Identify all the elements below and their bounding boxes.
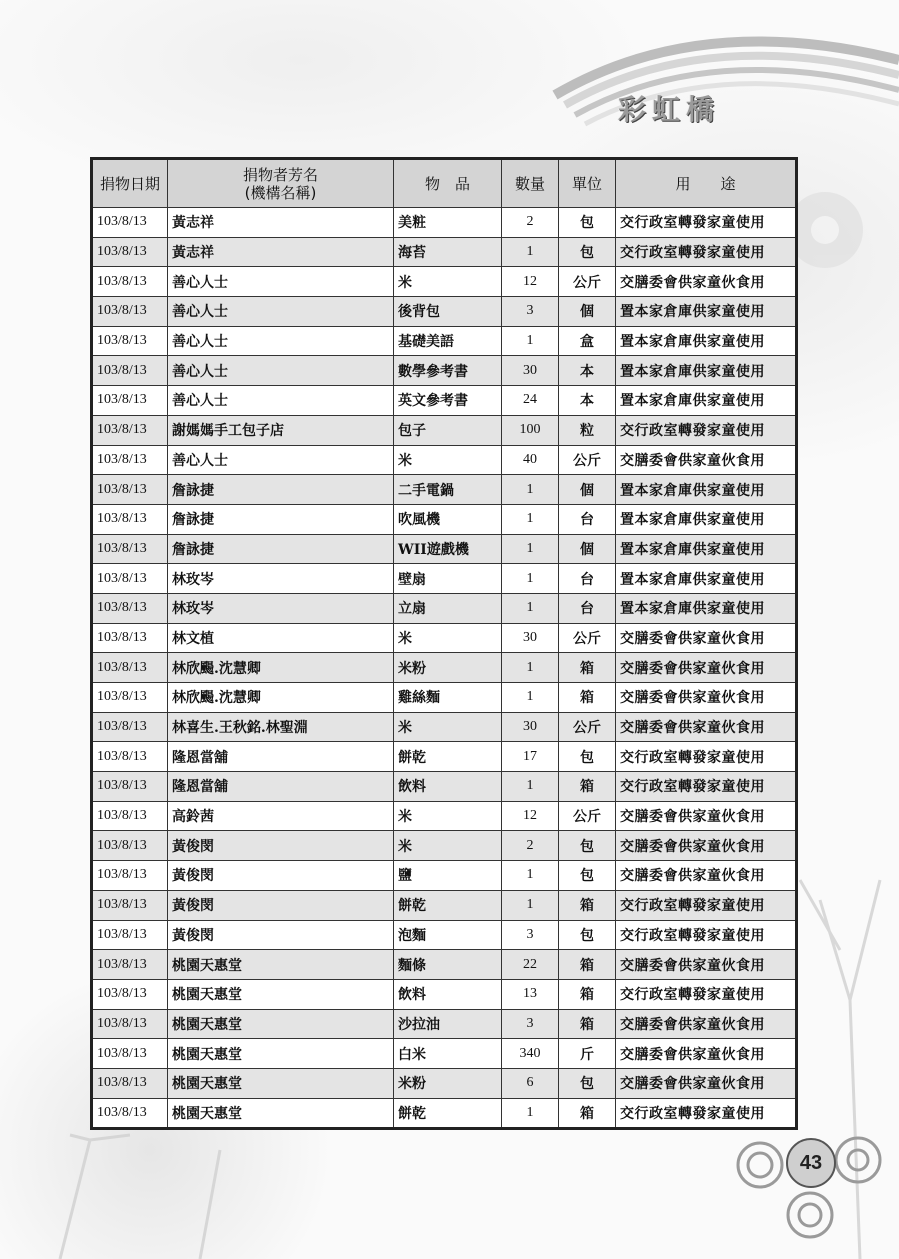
cell-donor: 桃園天惠堂 — [168, 1039, 394, 1069]
cell-item: 後背包 — [394, 297, 502, 327]
cell-qty: 13 — [502, 979, 559, 1009]
table-row — [92, 1039, 797, 1069]
cell-unit: 台 — [559, 593, 616, 623]
table-row — [92, 237, 797, 267]
table-row — [92, 772, 797, 802]
cell-item: 英文參考書 — [394, 386, 502, 416]
cell-donor: 桃園天惠堂 — [168, 1098, 394, 1129]
cell-donor: 詹詠捷 — [168, 504, 394, 534]
cell-donor: 謝媽媽手工包子店 — [168, 415, 394, 445]
cell-use: 置本家倉庫供家童使用 — [616, 504, 797, 534]
cell-item: 吹風機 — [394, 504, 502, 534]
cell-qty: 340 — [502, 1039, 559, 1069]
cell-use: 交行政室轉發家童使用 — [616, 979, 797, 1009]
cell-qty: 100 — [502, 415, 559, 445]
table-row — [92, 683, 797, 713]
cell-qty: 40 — [502, 445, 559, 475]
table-row — [92, 504, 797, 534]
cell-date: 103/8/13 — [92, 861, 168, 891]
cell-date: 103/8/13 — [92, 653, 168, 683]
table-row — [92, 861, 797, 891]
table-row — [92, 712, 797, 742]
table-row — [92, 475, 797, 505]
cell-item: 白米 — [394, 1039, 502, 1069]
cell-qty: 30 — [502, 712, 559, 742]
table-row — [92, 950, 797, 980]
cell-donor: 詹詠捷 — [168, 534, 394, 564]
table-row — [92, 534, 797, 564]
cell-qty: 2 — [502, 208, 559, 238]
cell-date: 103/8/13 — [92, 890, 168, 920]
cell-use: 交行政室轉發家童使用 — [616, 1098, 797, 1129]
table-row — [92, 742, 797, 772]
cell-donor: 桃園天惠堂 — [168, 1068, 394, 1098]
table-row — [92, 890, 797, 920]
table-row — [92, 653, 797, 683]
cell-date: 103/8/13 — [92, 534, 168, 564]
cell-use: 交膳委會供家童伙食用 — [616, 712, 797, 742]
cell-donor: 隆恩當舖 — [168, 772, 394, 802]
table-row — [92, 326, 797, 356]
cell-qty: 1 — [502, 1098, 559, 1129]
cell-use: 置本家倉庫供家童使用 — [616, 386, 797, 416]
cell-unit: 個 — [559, 475, 616, 505]
cell-date: 103/8/13 — [92, 683, 168, 713]
cell-date: 103/8/13 — [92, 564, 168, 594]
cell-donor: 詹詠捷 — [168, 475, 394, 505]
cell-use: 交膳委會供家童伙食用 — [616, 950, 797, 980]
table-row — [92, 356, 797, 386]
table-row — [92, 623, 797, 653]
cell-unit: 台 — [559, 564, 616, 594]
header-qty: 數量 — [502, 159, 559, 208]
cell-item: 飲料 — [394, 979, 502, 1009]
cell-date: 103/8/13 — [92, 979, 168, 1009]
cell-unit: 箱 — [559, 979, 616, 1009]
cell-donor: 林文植 — [168, 623, 394, 653]
cell-use: 交膳委會供家童伙食用 — [616, 831, 797, 861]
cell-donor: 林欣颺.沈慧卿 — [168, 653, 394, 683]
cell-date: 103/8/13 — [92, 326, 168, 356]
rainbow-arc-decoration — [555, 41, 899, 124]
cell-use: 交膳委會供家童伙食用 — [616, 683, 797, 713]
cell-item: 米粉 — [394, 653, 502, 683]
cell-unit: 箱 — [559, 683, 616, 713]
cell-date: 103/8/13 — [92, 593, 168, 623]
cell-use: 交行政室轉發家童使用 — [616, 742, 797, 772]
cell-item: 米 — [394, 445, 502, 475]
cell-item: 米 — [394, 712, 502, 742]
cell-unit: 箱 — [559, 653, 616, 683]
cell-donor: 桃園天惠堂 — [168, 950, 394, 980]
cell-qty: 1 — [502, 593, 559, 623]
header-donor — [168, 159, 394, 208]
cell-date: 103/8/13 — [92, 1098, 168, 1129]
cell-unit: 包 — [559, 861, 616, 891]
header-donor-line1: 捐物者芳名 — [242, 165, 318, 184]
cell-unit: 本 — [559, 386, 616, 416]
table-row — [92, 979, 797, 1009]
cell-date: 103/8/13 — [92, 801, 168, 831]
cell-item: 壁扇 — [394, 564, 502, 594]
cell-qty: 12 — [502, 801, 559, 831]
cell-unit: 本 — [559, 356, 616, 386]
cell-item: 餅乾 — [394, 742, 502, 772]
cell-date: 103/8/13 — [92, 415, 168, 445]
cell-donor: 善心人士 — [168, 297, 394, 327]
cell-item: 雞絲麵 — [394, 683, 502, 713]
cell-unit: 斤 — [559, 1039, 616, 1069]
header-donor-line2: (機構名稱) — [244, 183, 317, 202]
cell-date: 103/8/13 — [92, 297, 168, 327]
cell-item: 米 — [394, 801, 502, 831]
cell-unit: 箱 — [559, 1098, 616, 1129]
cell-donor: 林喜生.王秋銘.林聖淵 — [168, 712, 394, 742]
table-row — [92, 920, 797, 950]
table-row — [92, 386, 797, 416]
cell-donor: 林玫岑 — [168, 564, 394, 594]
cell-donor: 善心人士 — [168, 445, 394, 475]
cell-unit: 公斤 — [559, 445, 616, 475]
cell-unit: 包 — [559, 237, 616, 267]
cell-item: 鹽 — [394, 861, 502, 891]
cell-use: 交膳委會供家童伙食用 — [616, 653, 797, 683]
cell-qty: 3 — [502, 297, 559, 327]
cell-use: 交膳委會供家童伙食用 — [616, 267, 797, 297]
cell-use: 交膳委會供家童伙食用 — [616, 623, 797, 653]
cell-unit: 粒 — [559, 415, 616, 445]
cell-date: 103/8/13 — [92, 445, 168, 475]
table-row — [92, 1009, 797, 1039]
header-use: 用 途 — [616, 159, 797, 208]
cell-unit: 包 — [559, 1068, 616, 1098]
cell-item: 包子 — [394, 415, 502, 445]
header-item: 物 品 — [394, 159, 502, 208]
cell-use: 交膳委會供家童伙食用 — [616, 445, 797, 475]
cell-date: 103/8/13 — [92, 772, 168, 802]
cell-qty: 1 — [502, 772, 559, 802]
cell-use: 置本家倉庫供家童使用 — [616, 297, 797, 327]
cell-item: 餅乾 — [394, 890, 502, 920]
cell-unit: 盒 — [559, 326, 616, 356]
cell-use: 置本家倉庫供家童使用 — [616, 534, 797, 564]
cell-qty: 1 — [502, 890, 559, 920]
cell-date: 103/8/13 — [92, 237, 168, 267]
cell-use: 交膳委會供家童伙食用 — [616, 1009, 797, 1039]
cell-item: 海苔 — [394, 237, 502, 267]
cell-unit: 箱 — [559, 950, 616, 980]
cell-use: 置本家倉庫供家童使用 — [616, 593, 797, 623]
cell-unit: 公斤 — [559, 712, 616, 742]
cell-donor: 黃志祥 — [168, 208, 394, 238]
cell-qty: 3 — [502, 920, 559, 950]
cell-qty: 1 — [502, 534, 559, 564]
table-body — [92, 208, 797, 1129]
cell-item: 沙拉油 — [394, 1009, 502, 1039]
table-row — [92, 593, 797, 623]
header-unit: 單位 — [559, 159, 616, 208]
cell-use: 交膳委會供家童伙食用 — [616, 1039, 797, 1069]
table-row — [92, 831, 797, 861]
cell-unit: 台 — [559, 504, 616, 534]
cell-unit: 箱 — [559, 772, 616, 802]
cell-use: 交膳委會供家童伙食用 — [616, 861, 797, 891]
cell-donor: 高鈴茜 — [168, 801, 394, 831]
cell-item: 基礎美語 — [394, 326, 502, 356]
cell-unit: 箱 — [559, 890, 616, 920]
cell-item: 米 — [394, 623, 502, 653]
cell-item: 飲料 — [394, 772, 502, 802]
cell-qty: 22 — [502, 950, 559, 980]
cell-unit: 個 — [559, 297, 616, 327]
cell-qty: 1 — [502, 475, 559, 505]
cell-qty: 1 — [502, 653, 559, 683]
header-date: 捐物日期 — [92, 159, 168, 208]
cell-donor: 黃志祥 — [168, 237, 394, 267]
cell-date: 103/8/13 — [92, 475, 168, 505]
cell-item: 數學參考書 — [394, 356, 502, 386]
cell-donor: 善心人士 — [168, 326, 394, 356]
table-row — [92, 1098, 797, 1129]
page-number: 43 — [786, 1138, 836, 1188]
cell-item: 立扇 — [394, 593, 502, 623]
cell-donor: 黃俊閔 — [168, 831, 394, 861]
cell-item: 米粉 — [394, 1068, 502, 1098]
cell-unit: 公斤 — [559, 267, 616, 297]
cell-qty: 12 — [502, 267, 559, 297]
cell-item: 美粧 — [394, 208, 502, 238]
cell-unit: 包 — [559, 208, 616, 238]
section-title: 彩虹橋 — [618, 93, 721, 126]
cell-unit: 包 — [559, 920, 616, 950]
cell-donor: 善心人士 — [168, 267, 394, 297]
cell-use: 置本家倉庫供家童使用 — [616, 326, 797, 356]
cell-use: 交行政室轉發家童使用 — [616, 772, 797, 802]
cell-donor: 隆恩當舖 — [168, 742, 394, 772]
cell-date: 103/8/13 — [92, 1039, 168, 1069]
table-row — [92, 297, 797, 327]
cell-use: 交行政室轉發家童使用 — [616, 920, 797, 950]
cell-qty: 30 — [502, 356, 559, 386]
cell-item: WII遊戲機 — [394, 534, 502, 564]
cell-date: 103/8/13 — [92, 1009, 168, 1039]
table-row — [92, 801, 797, 831]
cell-date: 103/8/13 — [92, 950, 168, 980]
cell-date: 103/8/13 — [92, 504, 168, 534]
table-row — [92, 1068, 797, 1098]
cell-donor: 黃俊閔 — [168, 920, 394, 950]
cell-donor: 林欣颺.沈慧卿 — [168, 683, 394, 713]
cell-unit: 箱 — [559, 1009, 616, 1039]
cell-use: 置本家倉庫供家童使用 — [616, 564, 797, 594]
cell-unit: 公斤 — [559, 801, 616, 831]
cell-qty: 1 — [502, 564, 559, 594]
cell-qty: 2 — [502, 831, 559, 861]
cell-qty: 24 — [502, 386, 559, 416]
cell-use: 交膳委會供家童伙食用 — [616, 1068, 797, 1098]
cell-item: 餅乾 — [394, 1098, 502, 1129]
cell-unit: 包 — [559, 831, 616, 861]
cell-donor: 桃園天惠堂 — [168, 1009, 394, 1039]
cell-item: 米 — [394, 831, 502, 861]
table-row — [92, 445, 797, 475]
cell-use: 交行政室轉發家童使用 — [616, 415, 797, 445]
cell-qty: 1 — [502, 326, 559, 356]
cell-qty: 30 — [502, 623, 559, 653]
cell-date: 103/8/13 — [92, 920, 168, 950]
cell-date: 103/8/13 — [92, 386, 168, 416]
cell-qty: 1 — [502, 683, 559, 713]
cell-unit: 包 — [559, 742, 616, 772]
cell-donor: 黃俊閔 — [168, 890, 394, 920]
cell-qty: 17 — [502, 742, 559, 772]
cell-item: 麵條 — [394, 950, 502, 980]
cell-donor: 林玫岑 — [168, 593, 394, 623]
cell-donor: 善心人士 — [168, 356, 394, 386]
cell-unit: 公斤 — [559, 623, 616, 653]
cell-use: 置本家倉庫供家童使用 — [616, 356, 797, 386]
cell-qty: 1 — [502, 504, 559, 534]
cell-qty: 1 — [502, 861, 559, 891]
cell-qty: 3 — [502, 1009, 559, 1039]
cell-donor: 桃園天惠堂 — [168, 979, 394, 1009]
cell-date: 103/8/13 — [92, 267, 168, 297]
cell-donor: 黃俊閔 — [168, 861, 394, 891]
table-row — [92, 267, 797, 297]
cell-date: 103/8/13 — [92, 1068, 168, 1098]
cell-unit: 個 — [559, 534, 616, 564]
cell-date: 103/8/13 — [92, 831, 168, 861]
cell-donor: 善心人士 — [168, 386, 394, 416]
cell-use: 交行政室轉發家童使用 — [616, 208, 797, 238]
cell-date: 103/8/13 — [92, 712, 168, 742]
flower-decoration — [787, 192, 863, 268]
cell-use: 交行政室轉發家童使用 — [616, 237, 797, 267]
donations-table — [90, 157, 798, 1130]
table-row — [92, 415, 797, 445]
table-row — [92, 564, 797, 594]
cell-date: 103/8/13 — [92, 623, 168, 653]
table-row — [92, 208, 797, 238]
cell-qty: 1 — [502, 237, 559, 267]
cell-date: 103/8/13 — [92, 742, 168, 772]
cell-item: 米 — [394, 267, 502, 297]
cell-use: 置本家倉庫供家童使用 — [616, 475, 797, 505]
cell-use: 交膳委會供家童伙食用 — [616, 801, 797, 831]
cell-date: 103/8/13 — [92, 208, 168, 238]
cell-qty: 6 — [502, 1068, 559, 1098]
cell-date: 103/8/13 — [92, 356, 168, 386]
cell-use: 交行政室轉發家童使用 — [616, 890, 797, 920]
cell-item: 二手電鍋 — [394, 475, 502, 505]
table-header-row — [92, 159, 797, 208]
cell-item: 泡麵 — [394, 920, 502, 950]
